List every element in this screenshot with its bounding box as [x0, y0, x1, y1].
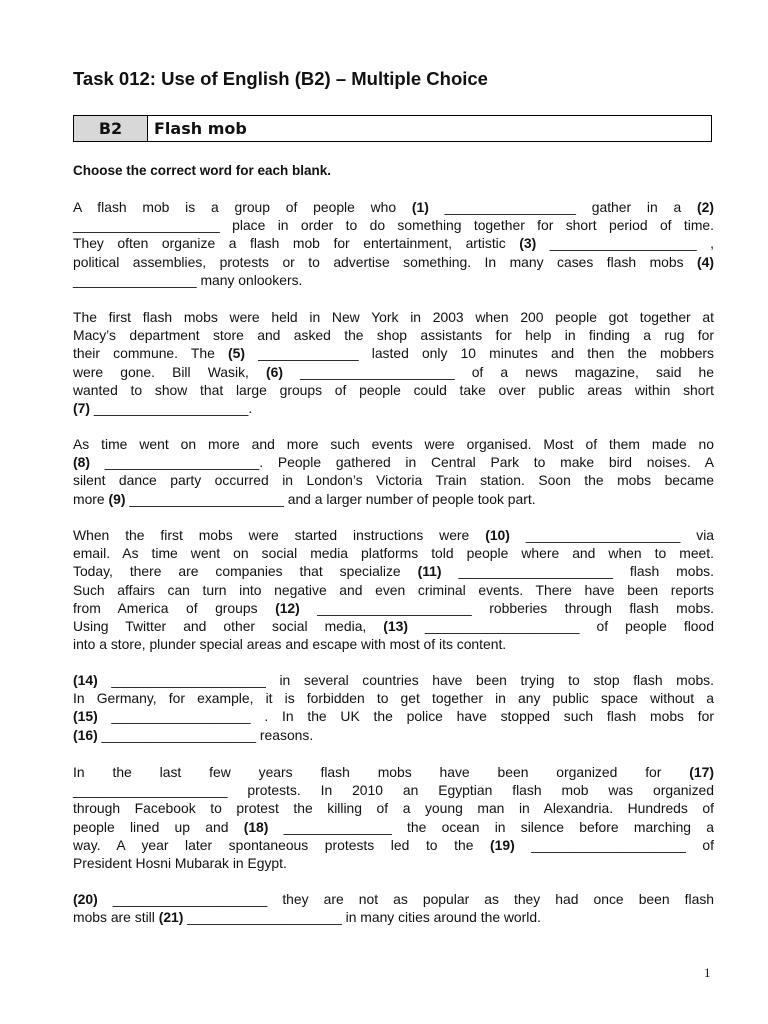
text-segment: When the first mobs were started instructions were — [73, 527, 486, 543]
text-segment: ____________________ in several countries have been trying to stop flash mobs. — [97, 672, 714, 688]
text-segment: Today, there are companies that specialize — [73, 563, 418, 580]
text-line — [73, 399, 714, 417]
text-segment: In the last few years flash mobs have been organized for — [73, 764, 690, 780]
level-badge: B2 — [74, 116, 148, 141]
text-line — [73, 707, 714, 725]
text-segment: Such affairs can turn into negative and even criminal events. There have been reports — [73, 581, 714, 598]
text-line — [73, 671, 714, 689]
text-line — [73, 216, 714, 234]
text-segment: into a store, plunder special areas and escape with most of its content. — [73, 636, 507, 653]
text-segment: ____________________. — [89, 399, 253, 416]
text-segment: ___________________ , — [536, 235, 714, 252]
text-segment: Using Twitter and other social media, — [73, 617, 384, 634]
text-segment: As time went on more and more such events were organised. Most of them made no — [73, 436, 714, 452]
topic-title: Flash mob — [154, 119, 247, 138]
blank-number: (21) — [158, 909, 184, 926]
text-segment: In Germany, for example, it is forbidden to get together in any public space without a — [73, 690, 714, 707]
text-line — [73, 617, 714, 635]
text-segment: ____________________ of a news magazine, said he — [282, 363, 714, 380]
text-segment: wanted to show that large groups of people could take over public areas within short — [73, 381, 714, 398]
section-header — [73, 115, 712, 142]
text-segment: ____________________ via — [509, 527, 715, 543]
text-line — [73, 381, 714, 399]
text-segment: email. As time went on social media platforms told people where and when to meet. — [73, 545, 714, 562]
blank-number: (8) — [73, 454, 90, 471]
text-line — [73, 526, 714, 544]
text-line — [73, 453, 714, 471]
paragraph-7 — [73, 890, 714, 926]
blank-number: (7) — [73, 399, 90, 416]
text-segment: ____________________ of people flood — [408, 617, 714, 634]
text-line — [73, 599, 714, 617]
page-title: Task 012: Use of English (B2) – Multiple Choice — [73, 68, 488, 89]
text-line — [73, 908, 714, 926]
paragraph-5 — [73, 671, 714, 744]
text-line — [73, 344, 714, 362]
blank-number: (2) — [697, 199, 714, 215]
text-segment: ____________________ they are not as popular as they had once been flash — [97, 891, 714, 907]
text-segment: people lined up and — [73, 818, 244, 835]
text-segment: ____________________ and a larger number of people took part. — [125, 490, 536, 507]
text-line — [73, 234, 714, 252]
text-segment: ____________________ protests. In 2010 an Egyptian flash mob was organized — [73, 782, 714, 799]
text-segment: silent dance party occurred in London’s Victoria Train station. Soon the mobs became — [73, 472, 714, 489]
text-segment: ____________________ in many cities around the world. — [183, 909, 541, 926]
blank-number: (4) — [697, 253, 714, 270]
instruction-text: Choose the correct word for each blank. — [73, 163, 332, 178]
text-line — [73, 253, 714, 271]
paragraph-2 — [73, 308, 714, 417]
text-segment: ________________ many onlookers. — [73, 271, 303, 288]
blank-number: (17) — [689, 764, 714, 780]
blank-number: (16) — [73, 726, 98, 743]
text-line — [73, 781, 714, 799]
text-segment: ____________________ of — [514, 836, 714, 853]
text-line — [73, 308, 714, 326]
text-segment: Macy’s department store and asked the shop assistants for help in finding a rug for — [73, 327, 714, 344]
text-line — [73, 799, 714, 817]
text-line — [73, 326, 714, 344]
text-line — [73, 562, 714, 580]
text-segment: President Hosni Mubarak in Egypt. — [73, 854, 287, 871]
paragraph-6 — [73, 763, 714, 872]
blank-number: (1) — [411, 199, 429, 215]
text-line — [73, 763, 714, 781]
text-line — [73, 490, 714, 508]
text-line — [73, 271, 714, 289]
text-segment: ______________ the ocean in silence before marching a — [268, 818, 714, 835]
text-line — [73, 689, 714, 707]
text-line — [73, 435, 714, 453]
text-segment: mobs are still — [73, 909, 159, 926]
text-line — [73, 818, 714, 836]
blank-number: (11) — [417, 563, 442, 580]
text-segment: They often organize a flash mob for entertainment, artistic — [73, 235, 520, 252]
blank-number: (15) — [73, 708, 98, 725]
blank-number: (19) — [490, 836, 515, 853]
paragraph-3 — [73, 435, 714, 508]
text-segment: ____________________ robberies through flash mobs. — [299, 599, 715, 616]
text-segment: _________________ gather in a — [428, 199, 697, 215]
paragraph-1 — [73, 198, 714, 289]
blank-number: (12) — [275, 599, 300, 616]
text-line — [73, 544, 714, 562]
text-segment: ___________________ place in order to do something together for short period of time. — [73, 217, 714, 234]
text-segment: __________________ . In the UK the police have stopped such flash mobs for — [97, 708, 714, 725]
text-segment: from America of groups — [73, 599, 276, 616]
text-line — [73, 581, 714, 599]
blank-number: (14) — [73, 672, 98, 688]
blank-number: (13) — [383, 617, 408, 634]
text-line — [73, 726, 714, 744]
text-segment: political assemblies, protests or to advertise something. In many cases flash mobs — [73, 253, 698, 270]
text-segment: their commune. The — [73, 345, 229, 362]
blank-number: (10) — [485, 527, 510, 543]
text-line — [73, 198, 714, 216]
text-segment: through Facebook to protest the killing of a young man in Alexandria. Hundreds of — [73, 800, 714, 817]
text-line — [73, 890, 714, 908]
text-line — [73, 635, 714, 653]
text-line — [73, 363, 714, 381]
text-segment: way. A year later spontaneous protests led to the — [73, 836, 491, 853]
text-segment: were gone. Bill Wasik, — [73, 363, 266, 380]
text-segment: ____________________ flash mobs. — [441, 563, 714, 580]
blank-number: (18) — [243, 818, 269, 835]
page-number: 1 — [704, 965, 711, 980]
text-segment: ____________________. People gathered in Central Park to make bird noises. A — [89, 454, 714, 471]
text-segment: more — [73, 490, 109, 507]
blank-number: (20) — [73, 891, 98, 907]
blank-number: (6) — [265, 363, 283, 380]
text-line — [73, 471, 714, 489]
text-segment: ____________________ reasons. — [97, 726, 314, 743]
text-segment: A flash mob is a group of people who — [73, 199, 412, 215]
paragraph-4 — [73, 526, 714, 653]
blank-number: (3) — [519, 235, 537, 252]
text-segment: The first flash mobs were held in New York in 2003 when 200 people got together at — [73, 309, 714, 325]
blank-number: (5) — [228, 345, 245, 362]
text-line — [73, 836, 714, 854]
text-segment: _____________ lasted only 10 minutes and then the mobbers — [245, 345, 714, 362]
text-line — [73, 854, 714, 872]
blank-number: (9) — [108, 490, 126, 507]
